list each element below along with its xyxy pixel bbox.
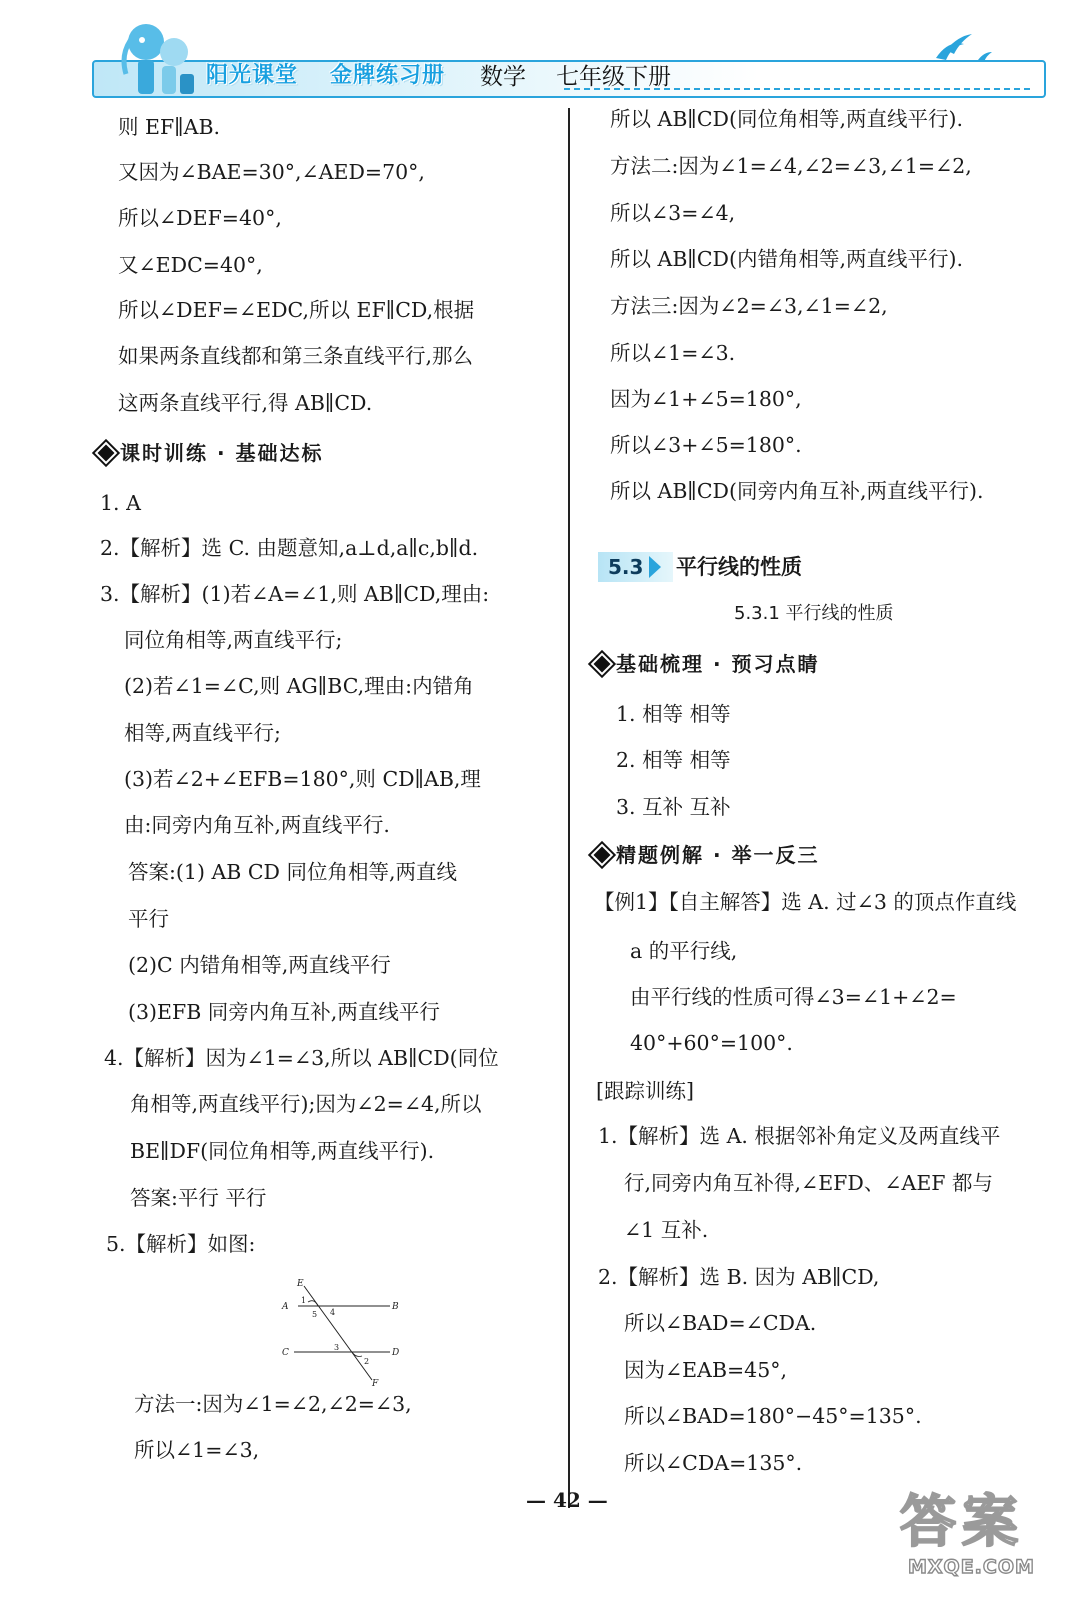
answer-item: 4.【解析】因为∠1=∠3,所以 AB∥CD(同位 [104,1046,499,1070]
diamond-bullet-icon [594,655,611,672]
section-heading-label: 课时训练 · 基础达标 [120,441,324,465]
section-number-badge [598,552,673,582]
answer-item: 1. A [100,491,141,515]
answer-item: 2.【解析】选 C. 由题意知,a⊥d,a∥c,b∥d. [100,536,479,560]
text-line: (3)EFB 同旁内角互补,两直线平行 [128,1000,440,1024]
angle-2-label: 2 [364,1357,370,1366]
text-line: 相等,两直线平行; [124,721,281,745]
text-line: (2)若∠1=∠C,则 AG∥BC,理由:内错角 [124,674,474,698]
text-line: 又因为∠BAE=30°,∠AED=70°, [118,160,425,184]
text-line: 所以 AB∥CD(同位角相等,两直线平行). [610,107,964,131]
transversal-ef [304,1286,372,1380]
header-grade: 七年级下册 [556,64,671,90]
text-line: ∠1 互补. [624,1218,709,1242]
header-series: 金牌练习册 [330,63,446,88]
text-line: 方法二:因为∠1=∠4,∠2=∠3,∠1=∠2, [610,154,972,178]
text-line: 所以∠BAD=180°−45°=135°. [624,1404,922,1428]
text-line: (3)若∠2+∠EFB=180°,则 CD∥AB,理 [124,767,481,791]
section-title: 平行线的性质 [676,555,802,579]
answer-item: 2. 相等 相等 [616,748,731,772]
chevron-right-icon [649,556,661,578]
watermark-site-text: MXQE.COM [908,1556,1035,1578]
answer-item: 5.【解析】如图: [106,1232,256,1256]
text-line: 同位角相等,两直线平行; [124,628,343,652]
text-line: 角相等,两直线平行);因为∠2=∠4,所以 [130,1092,482,1116]
text-line: 所以∠DEF=∠EDC,所以 EF∥CD,根据 [118,298,475,322]
text-line: 如果两条直线都和第三条直线平行,那么 [118,344,474,368]
point-c-label: C [282,1348,289,1358]
header-subject: 数学 [480,64,526,90]
text-line: 所以∠BAD=∠CDA. [624,1311,817,1335]
example-line: 【例1】【自主解答】选 A. 过∠3 的顶点作直线 [594,890,1017,914]
section-heading [596,840,820,870]
text-line: 因为∠1+∠5=180°, [610,387,802,411]
text-line: 又∠EDC=40°, [118,253,263,277]
point-e-label: E [297,1279,304,1289]
text-line: 所以 AB∥CD(同旁内角互补,两直线平行). [610,479,984,503]
text-line: 所以 AB∥CD(内错角相等,两直线平行). [610,247,964,271]
text-line: 则 EF∥AB. [118,115,221,139]
section-heading [100,438,324,468]
angle-3-label: 3 [334,1343,340,1352]
text-line: 由平行线的性质可得∠3=∠1+∠2= [630,985,957,1009]
text-line: 所以∠CDA=135°. [624,1451,803,1475]
answer-item: 2.【解析】选 B. 因为 AB∥CD, [598,1265,880,1289]
answer-item: 3.【解析】(1)若∠A=∠1,则 AB∥CD,理由: [100,582,490,606]
point-f-label: F [372,1379,379,1389]
answer-line: 答案:(1) AB CD 同位角相等,两直线 [128,860,458,884]
diamond-bullet-icon [594,846,611,863]
parallel-lines-figure [278,1272,418,1390]
angle-4-label: 4 [330,1308,336,1317]
watermark-logo: 答案 [900,1490,1024,1555]
text-line: 行,同旁内角互补得,∠EFD、∠AEF 都与 [624,1171,994,1195]
diamond-bullet-icon [98,444,115,461]
text-line: 所以∠1=∠3. [610,341,736,365]
header-brand: 阳光课堂 [206,63,299,88]
point-d-label: D [392,1348,400,1358]
text-line: 方法一:因为∠1=∠2,∠2=∠3, [134,1392,412,1416]
text-line: BE∥DF(同位角相等,两直线平行). [130,1139,435,1163]
text-line: 所以∠DEF=40°, [118,206,282,230]
answer-item: 1. 相等 相等 [616,702,731,726]
text-line: 这两条直线平行,得 AB∥CD. [118,391,373,415]
column-divider [568,108,570,1508]
text-line: 平行 [128,907,169,931]
text-line: 方法三:因为∠2=∠3,∠1=∠2, [610,294,888,318]
page-header [0,0,1092,100]
birds-icon [928,30,1008,70]
section-heading [596,649,820,679]
text-line: 40°+60°=100°. [630,1031,793,1055]
point-a-label: A [282,1302,289,1312]
angle-1-label: 1 [301,1296,307,1305]
answer-line: 答案:平行 平行 [130,1186,267,1210]
angle-5-label: 5 [312,1310,318,1319]
answer-item: 1.【解析】选 A. 根据邻补角定义及两直线平 [598,1124,1001,1148]
text-line: (2)C 内错角相等,两直线平行 [128,953,391,977]
text-line: 所以∠1=∠3, [134,1438,260,1462]
text-line: 所以∠3=∠4, [610,201,736,225]
tracking-heading: [跟踪训练] [596,1079,694,1103]
point-b-label: B [392,1302,399,1312]
page-number: — 42 — [526,1488,608,1512]
subsection-title: 5.3.1 平行线的性质 [734,603,894,624]
text-line: a 的平行线, [630,939,738,963]
section-heading-label: 基础梳理 · 预习点睛 [616,652,820,676]
answer-item: 3. 互补 互补 [616,795,731,819]
text-line: 由:同旁内角互补,两直线平行. [124,813,390,837]
text-line: 所以∠3+∠5=180°. [610,433,802,457]
text-line: 因为∠EAB=45°, [624,1358,788,1382]
section-heading-label: 精题例解 · 举一反三 [616,843,820,867]
section-number: 5.3 [608,555,644,579]
cartoon-kids-icon [118,14,208,96]
